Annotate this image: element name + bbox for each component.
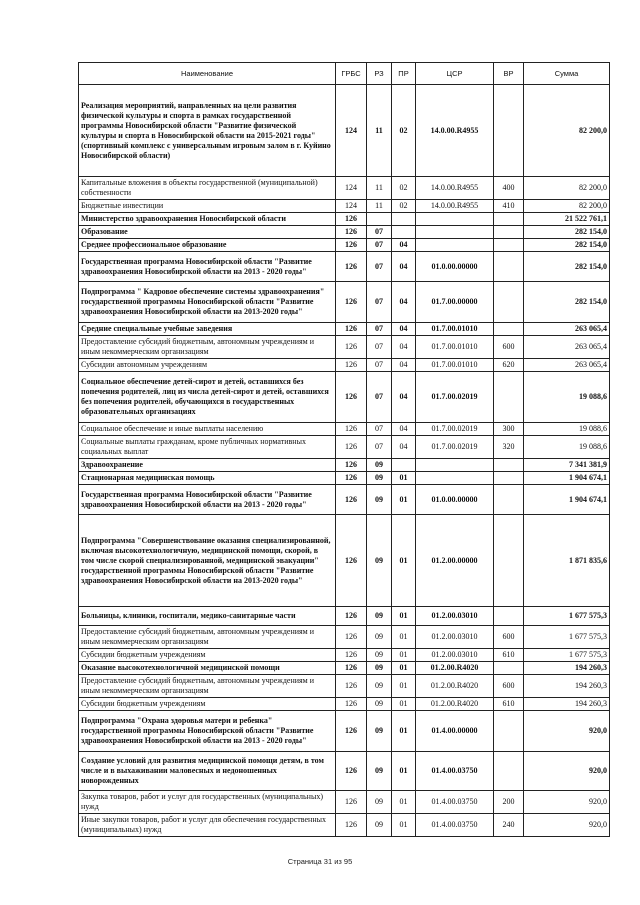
table-cell-grbs: 126 [336,711,367,752]
table-row [79,472,610,485]
table-cell-rz [367,213,392,226]
table-cell-pr: 01 [392,472,416,485]
table-cell-rz: 09 [367,472,392,485]
table-cell-pr: 01 [392,662,416,675]
table-cell-name: Подпрограмма " Кадровое обеспечение системы здравоохранения" государственной программы Новосибирской области "Развитие здравоохранения Новосибирской области на 2013-2020 годы" [79,282,336,323]
table-cell-sum: 19 088,6 [524,436,610,459]
table-cell-pr: 01 [392,485,416,515]
table-cell-vr: 300 [494,423,524,436]
table-cell-pr: 01 [392,791,416,814]
table-cell-sum: 920,0 [524,752,610,791]
table-cell-name: Закупка товаров, работ и услуг для государственных (муниципальных) нужд [79,791,336,814]
table-row [79,226,610,239]
header-csr: ЦСР [416,63,494,85]
table-cell-sum: 282 154,0 [524,282,610,323]
table-cell-rz: 07 [367,252,392,282]
table-cell-name: Подпрограмма "Охрана здоровья матери и ребенка" государственной программы Новосибирской области "Развитие здравоохранения Новосибирской области на 2013 - 2020 годы" [79,711,336,752]
table-cell-vr [494,323,524,336]
table-cell-grbs: 126 [336,239,367,252]
table-cell-name: Предоставление субсидий бюджетным, автономным учреждениям и иным некоммерческим организациям [79,675,336,698]
table-cell-grbs: 126 [336,752,367,791]
table-cell-rz: 09 [367,626,392,649]
table-cell-name: Бюджетные инвестиции [79,200,336,213]
table-cell-vr [494,372,524,423]
table-cell-csr [416,213,494,226]
table-cell-rz: 09 [367,649,392,662]
table-cell-name: Среднее профессиональное образование [79,239,336,252]
table-cell-vr [494,226,524,239]
table-cell-csr: 01.7.00.01010 [416,323,494,336]
table-cell-csr: 01.2.00.R4020 [416,662,494,675]
table-cell-pr [392,213,416,226]
table-row [79,282,610,323]
table-cell-vr: 600 [494,675,524,698]
table-cell-csr: 01.2.00.00000 [416,515,494,607]
table-cell-rz: 09 [367,459,392,472]
table-cell-csr: 01.7.00.00000 [416,282,494,323]
table-cell-sum: 19 088,6 [524,423,610,436]
table-cell-grbs: 126 [336,791,367,814]
table-cell-pr: 04 [392,323,416,336]
table-cell-name: Предоставление субсидий бюджетным, автономным учреждениям и иным некоммерческим организациям [79,336,336,359]
header-vr: ВР [494,63,524,85]
table-row [79,711,610,752]
table-cell-pr: 01 [392,814,416,837]
table-cell-pr: 01 [392,649,416,662]
table-cell-csr: 01.2.00.03010 [416,607,494,626]
table-cell-vr [494,662,524,675]
table-cell-vr [494,752,524,791]
table-cell-csr: 01.7.00.01010 [416,336,494,359]
table-cell-name: Социальное обеспечение и иные выплаты населению [79,423,336,436]
table-cell-csr: 01.0.00.00000 [416,485,494,515]
table-cell-sum: 282 154,0 [524,252,610,282]
table-row [79,359,610,372]
table-cell-rz: 09 [367,607,392,626]
table-cell-rz: 09 [367,485,392,515]
table-cell-rz: 07 [367,239,392,252]
table-cell-sum: 282 154,0 [524,239,610,252]
budget-table [78,62,610,837]
table-cell-pr: 01 [392,711,416,752]
table-cell-csr: 01.4.00.03750 [416,814,494,837]
table-cell-vr [494,711,524,752]
table-row [79,85,610,177]
table-cell-grbs: 126 [336,698,367,711]
table-cell-vr [494,85,524,177]
header-sum: Сумма [524,63,610,85]
table-cell-pr: 01 [392,607,416,626]
table-cell-grbs: 126 [336,372,367,423]
table-cell-grbs: 126 [336,814,367,837]
table-cell-pr: 01 [392,698,416,711]
header-name: Наименование [79,63,336,85]
table-cell-grbs: 126 [336,436,367,459]
table-cell-rz: 07 [367,323,392,336]
table-cell-grbs: 126 [336,282,367,323]
table-cell-name: Социальное обеспечение детей-сирот и детей, оставшихся без попечения родителей, лиц из числа детей-сирот и детей, оставшихся без попечения родителей, обучающихся в государственных образовательных организациях [79,372,336,423]
table-cell-rz: 07 [367,359,392,372]
table-cell-pr: 04 [392,282,416,323]
table-cell-sum: 920,0 [524,814,610,837]
table-cell-vr: 200 [494,791,524,814]
table-cell-csr [416,472,494,485]
header-rz: РЗ [367,63,392,85]
table-cell-vr [494,515,524,607]
table-cell-csr: 01.2.00.R4020 [416,675,494,698]
table-cell-grbs: 126 [336,252,367,282]
table-cell-grbs: 126 [336,226,367,239]
table-row [79,459,610,472]
table-row [79,675,610,698]
table-cell-rz: 09 [367,752,392,791]
table-row [79,814,610,837]
table-cell-name: Субсидии автономным учреждениям [79,359,336,372]
table-cell-pr: 02 [392,85,416,177]
table-row [79,336,610,359]
table-cell-name: Государственная программа Новосибирской области "Развитие здравоохранения Новосибирской области на 2013 - 2020 годы" [79,485,336,515]
table-cell-name: Образование [79,226,336,239]
table-row [79,607,610,626]
table-row [79,626,610,649]
table-cell-name: Субсидии бюджетным учреждениям [79,698,336,711]
table-cell-pr: 04 [392,359,416,372]
table-row [79,213,610,226]
table-cell-vr [494,485,524,515]
table-cell-vr: 610 [494,698,524,711]
table-cell-grbs: 126 [336,675,367,698]
table-row [79,752,610,791]
table-cell-sum: 21 522 761,1 [524,213,610,226]
table-cell-name: Реализация мероприятий, направленных на цели развития физической культуры и спорта в рамках государственной программы Новосибирской области "Развитие физической культуры и спорта в Новосибирской области на 2015-2021 годы" (спортивный комплекс с универсальным игровым залом в г. Куйино Новосибирской области) [79,85,336,177]
table-cell-pr: 02 [392,200,416,213]
table-header-row [79,63,610,85]
table-cell-name: Здравоохранение [79,459,336,472]
table-cell-vr: 410 [494,200,524,213]
table-cell-csr: 14.0.00.R4955 [416,200,494,213]
table-cell-vr: 600 [494,336,524,359]
table-cell-csr: 01.2.00.03010 [416,626,494,649]
table-cell-pr: 04 [392,252,416,282]
table-cell-sum: 282 154,0 [524,226,610,239]
table-cell-grbs: 124 [336,85,367,177]
table-cell-name: Субсидии бюджетным учреждениям [79,649,336,662]
table-row [79,323,610,336]
table-cell-rz: 11 [367,177,392,200]
table-cell-rz: 11 [367,200,392,213]
table-cell-sum: 82 200,0 [524,177,610,200]
table-row [79,698,610,711]
table-cell-sum: 194 260,3 [524,675,610,698]
table-cell-sum: 263 065,4 [524,336,610,359]
table-cell-rz: 09 [367,515,392,607]
table-cell-rz: 09 [367,698,392,711]
table-cell-rz: 09 [367,675,392,698]
table-cell-rz: 07 [367,336,392,359]
table-cell-rz: 11 [367,85,392,177]
table-cell-vr: 610 [494,649,524,662]
table-cell-sum: 1 904 674,1 [524,472,610,485]
table-cell-csr [416,239,494,252]
table-cell-pr: 02 [392,177,416,200]
table-cell-pr: 01 [392,515,416,607]
table-cell-grbs: 126 [336,423,367,436]
table-cell-vr: 240 [494,814,524,837]
table-row [79,649,610,662]
table-cell-vr [494,472,524,485]
table-cell-rz: 09 [367,662,392,675]
table-cell-name: Создание условий для развития медицинской помощи детям, в том числе и в выхаживании маловесных и недоношенных новорожденных [79,752,336,791]
table-cell-name: Государственная программа Новосибирской области "Развитие здравоохранения Новосибирской области на 2013 - 2020 годы" [79,252,336,282]
table-row [79,485,610,515]
table-cell-sum: 1 677 575,3 [524,626,610,649]
table-cell-sum: 1 677 575,3 [524,649,610,662]
table-cell-csr: 01.7.00.02019 [416,436,494,459]
table-cell-grbs: 126 [336,626,367,649]
table-cell-vr [494,239,524,252]
table-cell-vr: 600 [494,626,524,649]
table-row [79,239,610,252]
table-cell-rz: 07 [367,282,392,323]
table-cell-csr: 01.4.00.00000 [416,711,494,752]
table-cell-sum: 920,0 [524,791,610,814]
table-row [79,791,610,814]
table-cell-grbs: 126 [336,459,367,472]
table-body [79,85,610,837]
table-cell-pr: 01 [392,626,416,649]
table-cell-pr: 04 [392,423,416,436]
page-footer: Страница 31 из 95 [287,857,353,866]
table-cell-csr [416,226,494,239]
table-cell-grbs: 126 [336,472,367,485]
table-cell-grbs: 126 [336,607,367,626]
table-cell-csr: 01.7.00.01010 [416,359,494,372]
table-cell-sum: 82 200,0 [524,85,610,177]
table-cell-name: Оказание высокотехнологичной медицинской помощи [79,662,336,675]
table-row [79,177,610,200]
table-row [79,372,610,423]
table-cell-csr: 01.7.00.02019 [416,372,494,423]
table-cell-sum: 1 871 835,6 [524,515,610,607]
table-cell-rz: 07 [367,423,392,436]
table-cell-csr: 01.4.00.03750 [416,791,494,814]
table-cell-sum: 1 904 674,1 [524,485,610,515]
table-cell-csr: 01.2.00.R4020 [416,698,494,711]
table-cell-vr [494,252,524,282]
table-cell-csr: 01.4.00.03750 [416,752,494,791]
table-cell-csr: 01.7.00.02019 [416,423,494,436]
table-cell-name: Социальные выплаты гражданам, кроме публичных нормативных социальных выплат [79,436,336,459]
table-row [79,200,610,213]
table-cell-grbs: 126 [336,485,367,515]
table-cell-vr [494,459,524,472]
table-cell-sum: 19 088,6 [524,372,610,423]
table-cell-rz: 09 [367,791,392,814]
table-cell-name: Капитальные вложения в объекты государственной (муниципальной) собственности [79,177,336,200]
table-cell-sum: 263 065,4 [524,359,610,372]
table-cell-pr: 04 [392,336,416,359]
table-cell-name: Иные закупки товаров, работ и услуг для обеспечения государственных (муниципальных) нужд [79,814,336,837]
table-cell-name: Средние специальные учебные заведения [79,323,336,336]
table-cell-grbs: 126 [336,359,367,372]
table-cell-name: Больницы, клиники, госпитали, медико-санитарные части [79,607,336,626]
table-cell-pr [392,226,416,239]
table-cell-vr: 620 [494,359,524,372]
table-cell-grbs: 126 [336,662,367,675]
table-cell-name: Подпрограмма "Совершенствование оказания специализированной, включая высокотехнологичную, медицинской помощи, скорой, в том числе скорой специализированной, медицинской эвакуации" государственной программы Новосибирской области "Развитие здравоохранения Новосибирской области на 2013-2020 годы" [79,515,336,607]
table-cell-sum: 194 260,3 [524,698,610,711]
table-cell-grbs: 126 [336,323,367,336]
table-cell-pr: 01 [392,675,416,698]
table-cell-rz: 07 [367,372,392,423]
table-cell-grbs: 124 [336,200,367,213]
table-row [79,252,610,282]
table-cell-csr: 01.2.00.03010 [416,649,494,662]
table-cell-sum: 920,0 [524,711,610,752]
table-cell-sum: 194 260,3 [524,662,610,675]
table-cell-sum: 1 677 575,3 [524,607,610,626]
table-cell-grbs: 124 [336,177,367,200]
table-cell-name: Министерство здравоохранения Новосибирской области [79,213,336,226]
table-cell-vr [494,282,524,323]
table-cell-pr [392,459,416,472]
table-cell-vr [494,607,524,626]
table-cell-pr: 04 [392,239,416,252]
table-cell-name: Предоставление субсидий бюджетным, автономным учреждениям и иным некоммерческим организациям [79,626,336,649]
table-cell-csr: 14.0.00.R4955 [416,85,494,177]
table-cell-grbs: 126 [336,515,367,607]
table-cell-grbs: 126 [336,649,367,662]
table-cell-rz: 07 [367,226,392,239]
table-cell-sum: 7 341 381,9 [524,459,610,472]
table-cell-rz: 09 [367,711,392,752]
table-cell-pr: 04 [392,436,416,459]
table-cell-vr: 400 [494,177,524,200]
table-cell-rz: 07 [367,436,392,459]
table-cell-csr: 14.0.00.R4955 [416,177,494,200]
table-cell-name: Стационарная медицинская помощь [79,472,336,485]
table-cell-sum: 82 200,0 [524,200,610,213]
table-cell-vr [494,213,524,226]
table-cell-grbs: 126 [336,336,367,359]
header-pr: ПР [392,63,416,85]
table-cell-vr: 320 [494,436,524,459]
table-row [79,423,610,436]
table-row [79,436,610,459]
table-row [79,662,610,675]
table-row [79,515,610,607]
table-cell-csr: 01.0.00.00000 [416,252,494,282]
table-cell-csr [416,459,494,472]
table-cell-rz: 09 [367,814,392,837]
table-cell-pr: 01 [392,752,416,791]
table-cell-grbs: 126 [336,213,367,226]
table-cell-pr: 04 [392,372,416,423]
table-cell-sum: 263 065,4 [524,323,610,336]
header-grbs: ГРБС [336,63,367,85]
